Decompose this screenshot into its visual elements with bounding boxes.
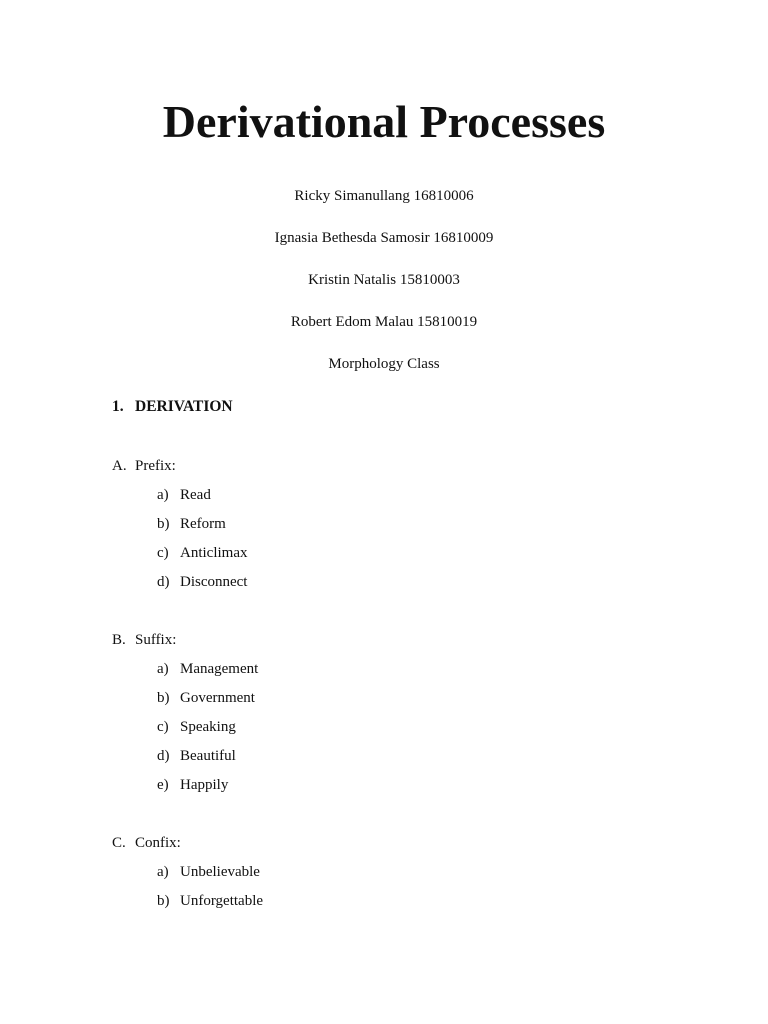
list-marker: a) (157, 487, 169, 503)
list-marker: a) (157, 864, 169, 880)
heading-text: DERIVATION (135, 398, 233, 415)
list-item-text: Happily (180, 777, 229, 793)
list-item-text: Unforgettable (180, 893, 264, 909)
list-item-text: Government (180, 690, 255, 706)
section-label-text: Suffix: (135, 632, 177, 648)
document-title: Derivational Processes (162, 96, 606, 147)
list-item (157, 688, 255, 708)
section-suffix-label (112, 630, 176, 650)
list-item (157, 862, 260, 882)
author-line: Kristin Natalis 15810003 (308, 272, 460, 288)
list-marker: d) (157, 748, 170, 764)
list-marker: d) (157, 574, 170, 590)
author-line: Ignasia Bethesda Samosir 16810009 (274, 230, 494, 246)
list-item-text: Anticlimax (180, 545, 248, 561)
list-item-text: Unbelievable (180, 864, 260, 880)
section-label-text: Prefix: (135, 458, 176, 474)
section-letter: C. (112, 835, 126, 851)
author-line: Robert Edom Malau 15810019 (290, 314, 478, 330)
list-item (157, 543, 248, 563)
list-item-text: Reform (180, 516, 226, 532)
section-confix-label (112, 833, 181, 853)
list-item-text: Beautiful (180, 748, 236, 764)
list-marker: b) (157, 690, 170, 706)
list-item (157, 775, 228, 795)
list-marker: b) (157, 893, 170, 909)
list-item (157, 485, 211, 505)
list-item (157, 891, 263, 911)
author-line: Ricky Simanullang 16810006 (294, 188, 474, 204)
list-marker: b) (157, 516, 170, 532)
list-item-text: Read (180, 487, 211, 503)
list-marker: a) (157, 661, 169, 677)
list-item-text: Disconnect (180, 574, 248, 590)
section-letter: B. (112, 632, 126, 648)
section-prefix-label (112, 456, 176, 476)
list-item (157, 514, 226, 534)
heading-number: 1. (112, 398, 124, 415)
list-item-text: Management (180, 661, 259, 677)
class-name: Morphology Class (328, 356, 440, 372)
section-letter: A. (112, 458, 127, 474)
list-item-text: Speaking (180, 719, 236, 735)
section-label-text: Confix: (135, 835, 181, 851)
list-item (157, 746, 236, 766)
list-item (157, 659, 258, 679)
list-marker: e) (157, 777, 169, 793)
list-item (157, 717, 236, 737)
list-item (157, 572, 247, 592)
list-marker: c) (157, 545, 169, 561)
list-marker: c) (157, 719, 169, 735)
section-heading (112, 397, 233, 417)
